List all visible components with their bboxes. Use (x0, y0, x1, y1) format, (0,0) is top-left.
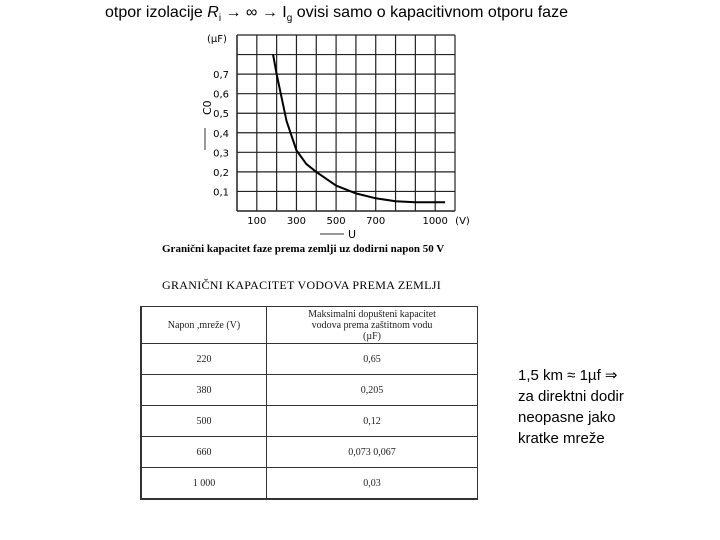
cell: 0,65 (267, 344, 478, 375)
cell: 0,03 (267, 468, 478, 500)
note-line: 1,5 km ≈ 1µf ⇒ (518, 367, 618, 384)
y-tick-label: 0,6 (213, 89, 229, 101)
cell: 0,073 0,067 (267, 437, 478, 468)
title-arrow: → ∞ → I (221, 4, 287, 21)
y-tick-label: 0,7 (213, 70, 229, 82)
header-voltage: Napon ,mreže (V) (141, 307, 267, 344)
title-text: otpor izolacije (105, 4, 208, 21)
cell: 1 000 (141, 468, 267, 500)
x-axis-label: U (348, 228, 357, 241)
header-capacitance: Maksimalni dopušteni kapacitet vodova prema zaštitnom vodu (µF) (267, 307, 478, 344)
table-row (141, 406, 478, 437)
title-i-sub: g (286, 13, 293, 25)
y-tick-label: 0,4 (213, 128, 229, 140)
capacitance-table (140, 306, 478, 500)
x-tick-label: 300 (286, 216, 307, 227)
y-tick-label: 0,5 (213, 109, 229, 121)
x-tick-label: 1000 (422, 216, 448, 227)
x-tick-label: 100 (247, 216, 267, 227)
y-tick-label: 0,1 (213, 187, 229, 199)
cell: 220 (141, 344, 267, 375)
y-tick-label: 0,3 (213, 148, 229, 160)
title-r: R (207, 4, 219, 21)
cell: 660 (141, 437, 267, 468)
table-row (141, 344, 478, 375)
table-row (141, 437, 478, 468)
y-unit-label: (µF) (207, 34, 227, 45)
cell: 500 (141, 406, 267, 437)
table-row (141, 375, 478, 406)
series-line-c0 (273, 55, 445, 203)
note-line: neopasne jako (518, 409, 616, 426)
capacitance-chart (0, 0, 720, 260)
title-r-sub: i (218, 13, 222, 25)
x-tick-label: 500 (326, 216, 346, 227)
y-tick-label: 0,2 (213, 167, 229, 179)
table-header (141, 307, 478, 344)
x-unit-label: (V) (455, 216, 470, 227)
note-line: za direktni dodir (518, 388, 624, 405)
cell: 0,12 (267, 406, 478, 437)
y-axis-label: C0 (201, 100, 214, 115)
chart-caption: Granični kapacitet faze prema zemlji uz dodirni napon 50 V (162, 243, 445, 255)
side-note (518, 365, 624, 449)
x-tick-label: 700 (366, 216, 386, 227)
cell: 0,205 (267, 375, 478, 406)
title-suffix: ovisi samo o kapacitivnom otporu faze (292, 4, 568, 21)
table-title: GRANIČNI KAPACITET VODOVA PREMA ZEMLJI (162, 278, 441, 292)
cell: 380 (141, 375, 267, 406)
note-line: kratke mreže (518, 430, 605, 447)
table-row (141, 468, 478, 500)
